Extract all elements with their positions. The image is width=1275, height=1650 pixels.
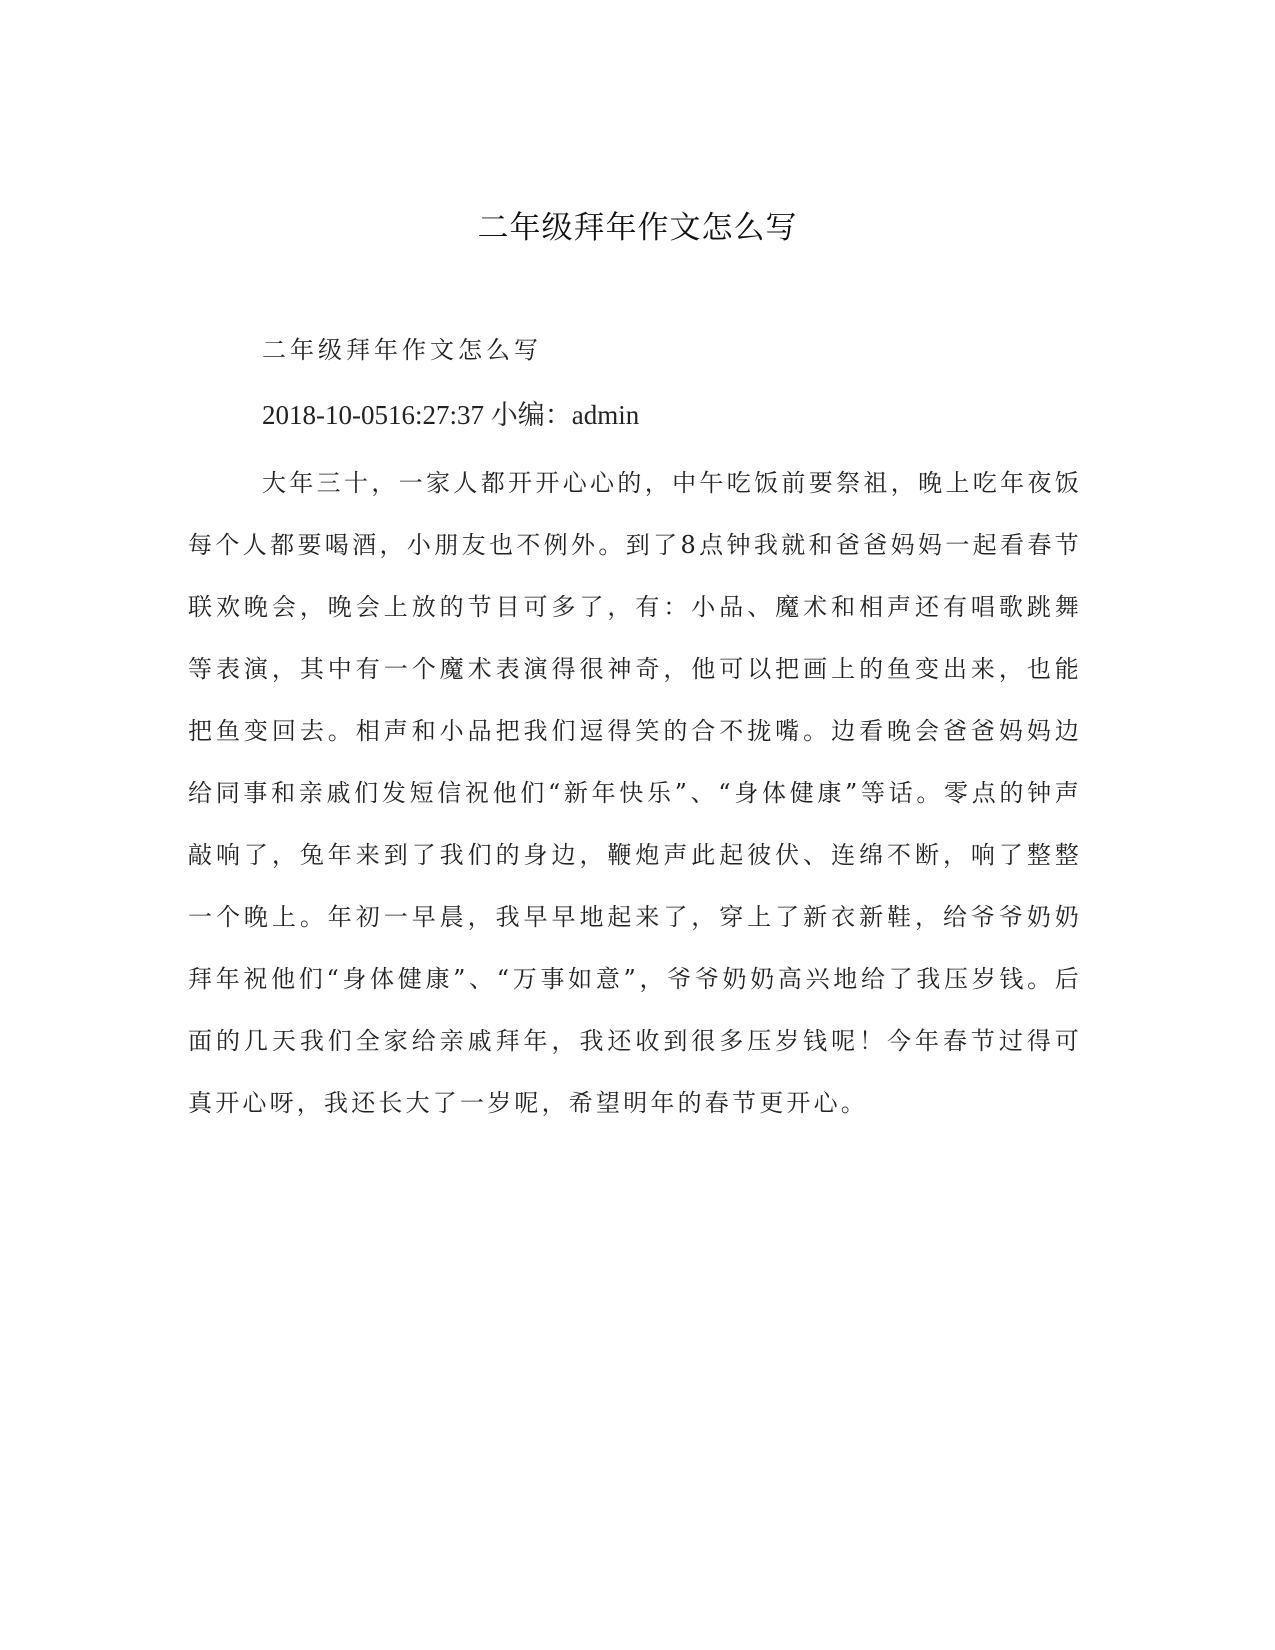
- article-body: 大年三十，一家人都开开心心的，中午吃饭前要祭祖，晚上吃年夜饭每个人都要喝酒，小朋友也不例外。到了8点钟我就和爸爸妈妈一起看春节联欢晚会，晚会上放的节目可多了，有：小品、魔术和相声还有唱歌跳舞等表演，其中有一个魔术表演得很神奇，他可以把画上的鱼变出来，也能把鱼变回去。相声和小品把我们逗得笑的合不拢嘴。边看晚会爸爸妈妈边给同事和亲戚们发短信祝他们“新年快乐”、“身体健康”等话。零点的钟声敲响了，兔年来到了我们的身边，鞭炮声此起彼伏、连绵不断，响了整整一个晚上。年初一早晨，我早早地起来了，穿上了新衣新鞋，给爷爷奶奶拜年祝他们“身体健康”、“万事如意”，爷爷奶奶高兴地给了我压岁钱。后面的几天我们全家给亲戚拜年，我还收到很多压岁钱呢！今年春节过得可真开心呀，我还长大了一岁呢，希望明年的春节更开心。: [188, 469, 1082, 1117]
- article-subtitle: 二年级拜年作文怎么写: [262, 336, 542, 364]
- page-title: 二年级拜年作文怎么写: [477, 210, 798, 246]
- article-meta: 2018-10-0516:27:37 小编：admin: [262, 400, 640, 430]
